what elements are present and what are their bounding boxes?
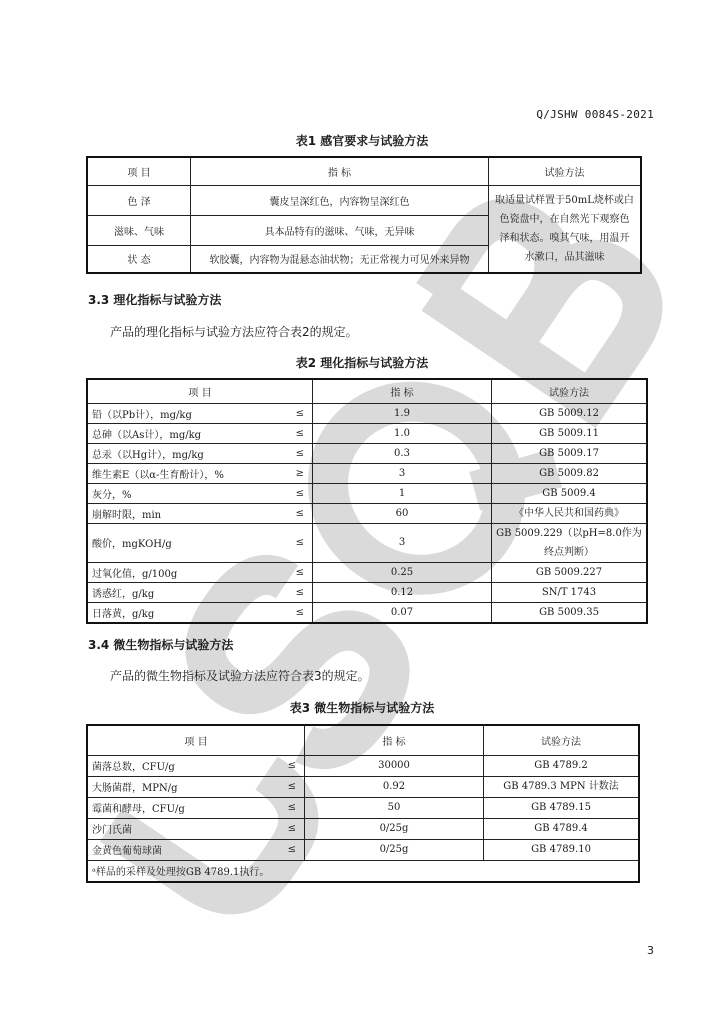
table1-method: 取适量试样置于50mL烧杯或白色瓷盘中，在自然光下观察色泽和状态。嗅其气味，用温开水漱口，品其滋味 (488, 185, 641, 273)
table3-header-value: 指 标 (305, 725, 484, 755)
section-3-3-paragraph: 产品的理化指标与试验方法应符合表2的规定。 (110, 325, 358, 339)
table1-item: 滋味、气味 (87, 215, 191, 245)
table-cell-item: 菌落总数，CFU/g (87, 755, 266, 776)
section-3-3-title: 3.3 理化指标与试验方法 (88, 293, 222, 307)
table1-header-method: 试验方法 (488, 157, 641, 185)
table-cell-value: 1 (313, 483, 492, 503)
table-cell-operator: ≤ (282, 403, 312, 423)
table-cell-item: 总砷（以As计），mg/kg (87, 423, 282, 443)
table-cell-value: 0.3 (313, 443, 492, 463)
table3-caption: 表3 微生物指标与试验方法 (289, 701, 435, 715)
table1-caption: 表1 感官要求与试验方法 (295, 134, 429, 148)
table1-value: 软胶囊，内容物为混悬态油状物；无正常视力可见外来异物 (191, 245, 489, 273)
table-cell-operator: ≤ (266, 839, 304, 860)
table1-header-value: 指 标 (191, 157, 489, 185)
table-cell-operator: ≤ (266, 818, 304, 839)
table-row (87, 443, 647, 463)
table-cell-value: 1.9 (313, 403, 492, 423)
table-row (87, 423, 647, 443)
table-cell-operator: ≤ (282, 523, 312, 562)
table3-header-row (87, 725, 639, 755)
table-cell-method: GB 5009.227 (492, 562, 648, 582)
table-row (87, 523, 647, 562)
document-code: Q/JSHW 0084S-2021 (536, 108, 654, 121)
table3-note: ᵃ样品的采样及处理按GB 4789.1执行。 (87, 860, 639, 882)
table-cell-value: 0/25g (305, 818, 484, 839)
table-cell-item: 大肠菌群，MPN/g (87, 776, 266, 797)
table-cell-operator: ≥ (282, 463, 312, 483)
table-row (87, 503, 647, 523)
section-3-4-paragraph: 产品的微生物指标及试验方法应符合表3的规定。 (110, 669, 370, 683)
table3 (86, 724, 640, 883)
table-cell-method: GB 4789.3 MPN 计数法 (484, 776, 640, 797)
table-cell-item: 灰分，% (87, 483, 282, 503)
table-row (87, 755, 639, 776)
table-cell-value: 3 (313, 463, 492, 483)
table-row (87, 839, 639, 860)
table-cell-value: 0/25g (305, 839, 484, 860)
table-cell-value: 0.92 (305, 776, 484, 797)
table-cell-item: 诱惑红，g/kg (87, 582, 282, 602)
table-cell-value: 0.25 (313, 562, 492, 582)
table-cell-item: 总汞（以Hg计），mg/kg (87, 443, 282, 463)
table-cell-operator: ≤ (282, 503, 312, 523)
table-row (87, 818, 639, 839)
table-cell-item: 崩解时限，min (87, 503, 282, 523)
table-row (87, 483, 647, 503)
table1-header-item: 项 目 (87, 157, 191, 185)
table-cell-operator: ≤ (282, 562, 312, 582)
table3-header-method: 试验方法 (484, 725, 640, 755)
table-cell-value: 0.12 (313, 582, 492, 602)
table-row (87, 185, 641, 215)
table-cell-operator: ≤ (282, 602, 312, 623)
table-cell-method: GB 5009.35 (492, 602, 648, 623)
table1 (86, 156, 642, 274)
table2-header-method: 试验方法 (492, 379, 648, 403)
table-cell-item: 霉菌和酵母，CFU/g (87, 797, 266, 818)
table-cell-method: GB 5009.4 (492, 483, 648, 503)
table-cell-operator: ≤ (266, 797, 304, 818)
table-cell-item: 沙门氏菌 (87, 818, 266, 839)
table-cell-value: 30000 (305, 755, 484, 776)
table2 (86, 378, 648, 624)
table-cell-method: GB 4789.15 (484, 797, 640, 818)
table1-value: 囊皮呈深红色，内容物呈深红色 (191, 185, 489, 215)
table-cell-operator: ≤ (282, 483, 312, 503)
table-row (87, 602, 647, 623)
table-cell-method: GB 5009.12 (492, 403, 648, 423)
table-cell-operator: ≤ (266, 776, 304, 797)
table-cell-item: 铅（以Pb计），mg/kg (87, 403, 282, 423)
page-number: 3 (647, 944, 654, 957)
table1-value: 具本品特有的滋味、气味，无异味 (191, 215, 489, 245)
table-cell-operator: ≤ (282, 582, 312, 602)
table-row (87, 562, 647, 582)
table2-header-row (87, 379, 647, 403)
table-cell-item: 过氧化值，g/100g (87, 562, 282, 582)
table-cell-item: 日落黄，g/kg (87, 602, 282, 623)
table-cell-method: GB 5009.229（以pH=8.0作为终点判断） (492, 523, 648, 562)
table2-caption: 表2 理化指标与试验方法 (295, 356, 429, 370)
table-cell-method: 《中华人民共和国药典》 (492, 503, 648, 523)
table-cell-method: GB 5009.11 (492, 423, 648, 443)
table2-header-value: 指 标 (313, 379, 492, 403)
table-cell-value: 60 (313, 503, 492, 523)
table3-header-item: 项 目 (87, 725, 305, 755)
table-cell-method: GB 4789.10 (484, 839, 640, 860)
table2-header-item: 项 目 (87, 379, 313, 403)
table-cell-method: GB 4789.4 (484, 818, 640, 839)
table-cell-operator: ≤ (282, 423, 312, 443)
table-cell-operator: ≤ (266, 755, 304, 776)
table-row (87, 797, 639, 818)
table-row (87, 403, 647, 423)
table-row (87, 776, 639, 797)
table1-item: 色 泽 (87, 185, 191, 215)
table-cell-value: 3 (313, 523, 492, 562)
table3-note-row (87, 860, 639, 882)
table-cell-method: GB 5009.17 (492, 443, 648, 463)
table-cell-value: 50 (305, 797, 484, 818)
table-cell-item: 维生素E（以α-生育酚计），% (87, 463, 282, 483)
table-cell-method: GB 5009.82 (492, 463, 648, 483)
table-cell-operator: ≤ (282, 443, 312, 463)
table-cell-value: 0.07 (313, 602, 492, 623)
table-row (87, 463, 647, 483)
table-cell-item: 酸价，mgKOH/g (87, 523, 282, 562)
table-cell-method: GB 4789.2 (484, 755, 640, 776)
table1-item: 状 态 (87, 245, 191, 273)
table-cell-method: SN/T 1743 (492, 582, 648, 602)
table-cell-value: 1.0 (313, 423, 492, 443)
table-row (87, 582, 647, 602)
table1-header-row (87, 157, 641, 185)
table-cell-item: 金黄色葡萄球菌 (87, 839, 266, 860)
section-3-4-title: 3.4 微生物指标与试验方法 (88, 638, 234, 652)
